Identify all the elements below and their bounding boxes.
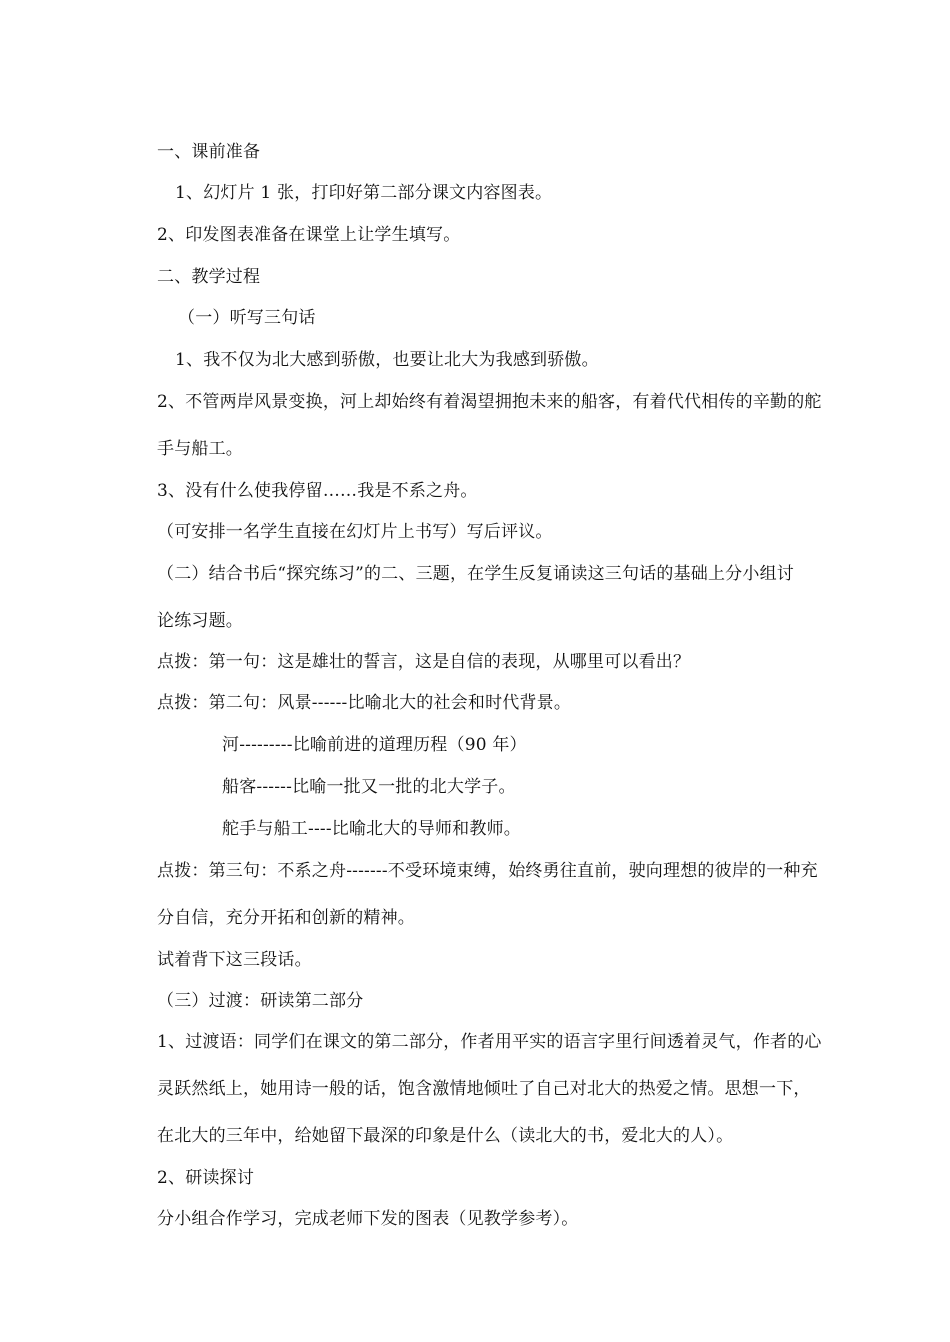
text-line: 论练习题。 (157, 611, 243, 631)
text-line: 灵跃然纸上，她用诗一般的话，饱含激情地倾吐了自己对北大的热爱之情。思想一下， (157, 1079, 811, 1099)
text-line: 1、我不仅为北大感到骄傲，也要让北大为我感到骄傲。 (175, 350, 599, 370)
text-line: 点拨：第三句：不系之舟-------不受环境束缚，始终勇往直前，驶向理想的彼岸的一种充 (157, 861, 818, 881)
heading-preparation: 一、课前准备 (157, 142, 261, 162)
text-line: 2、研读探讨 (157, 1168, 255, 1188)
text-line: 在北大的三年中，给她留下最深的印象是什么（读北大的书，爱北大的人）。 (157, 1126, 734, 1146)
subheading-transition: （三）过渡：研读第二部分 (157, 991, 364, 1011)
text-line: （可安排一名学生直接在幻灯片上书写）写后评议。 (157, 522, 553, 542)
text-line: 船客------比喻一批又一批的北大学子。 (222, 777, 516, 797)
text-line: 分小组合作学习，完成老师下发的图表（见教学参考）。 (157, 1209, 579, 1229)
text-line: 点拨：第一句：这是雄壮的誓言，这是自信的表现，从哪里可以看出？ (157, 652, 691, 672)
text-line: 3、没有什么使我停留……我是不系之舟。 (157, 481, 478, 501)
subheading-exploration: （二）结合书后“探究练习”的二、三题，在学生反复诵读这三句话的基础上分小组讨 (157, 564, 794, 584)
text-line: 1、过渡语：同学们在课文的第二部分，作者用平实的语言字里行间透着灵气，作者的心 (157, 1032, 822, 1052)
text-line: 舵手与船工----比喻北大的导师和教师。 (222, 819, 521, 839)
text-line: 手与船工。 (157, 439, 243, 459)
text-line: 河---------比喻前进的道理历程（90 年） (222, 735, 527, 755)
text-line: 点拨：第二句：风景------比喻北大的社会和时代背景。 (157, 693, 572, 713)
text-line: 试着背下这三段话。 (157, 950, 312, 970)
text-line: 1、幻灯片 1 张，打印好第二部分课文内容图表。 (175, 183, 553, 203)
subheading-dictation: （一）听写三句话 (178, 308, 316, 328)
text-line: 2、不管两岸风景变换，河上却始终有着渴望拥抱未来的船客，有着代代相传的辛勤的舵 (157, 392, 822, 412)
text-line: 分自信，充分开拓和创新的精神。 (157, 908, 415, 928)
text-line: 2、印发图表准备在课堂上让学生填写。 (157, 225, 461, 245)
heading-process: 二、教学过程 (157, 267, 261, 287)
